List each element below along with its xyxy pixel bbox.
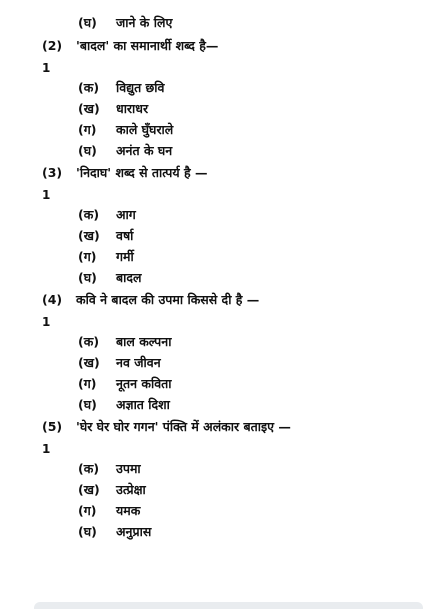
option-label: (घ) (78, 524, 97, 539)
question-number: (4) (42, 292, 63, 307)
option-row (78, 228, 133, 244)
option-label: (ख) (78, 355, 100, 370)
question-text: 'बादल' का समानार्थी शब्द है— (76, 38, 219, 53)
option-label: (घ) (78, 143, 97, 158)
marks: 1 (42, 61, 51, 75)
question-text: कवि ने बादल की उपमा किससे दी है — (76, 292, 260, 307)
marks: 1 (42, 315, 51, 329)
option-text: नव जीवन (116, 355, 161, 370)
option-row (78, 101, 148, 117)
option-text: उपमा (116, 461, 141, 476)
option-text: अनुप्रास (116, 524, 152, 539)
question-row (42, 419, 291, 435)
option-text: उत्प्रेक्षा (116, 482, 146, 497)
question-row (42, 38, 218, 54)
option-row (78, 376, 172, 392)
option-row (78, 249, 134, 265)
option-row (78, 355, 161, 371)
option-label: (ग) (78, 122, 97, 137)
option-label: (घ) (78, 15, 97, 30)
question-number: (5) (42, 419, 63, 434)
option-text: गर्मी (116, 249, 134, 264)
option-row (78, 503, 140, 519)
option-text: अनंत के घन (116, 143, 173, 158)
option-row (78, 270, 142, 286)
option-row (78, 15, 172, 31)
question-number: (3) (42, 165, 63, 180)
option-text: अज्ञात दिशा (116, 397, 170, 412)
option-row (78, 80, 165, 96)
option-label: (क) (78, 207, 100, 222)
question-row (42, 292, 259, 308)
option-row (78, 482, 146, 498)
option-row (78, 207, 136, 223)
option-row (78, 122, 173, 138)
question-text: 'निदाघ' शब्द से तात्पर्य है — (76, 165, 208, 180)
option-label: (ग) (78, 376, 97, 391)
option-label: (क) (78, 80, 100, 95)
option-label: (घ) (78, 270, 97, 285)
option-text: काले घुँघराले (116, 122, 174, 137)
option-label: (क) (78, 461, 100, 476)
option-text: जाने के लिए (116, 15, 173, 30)
option-row (78, 143, 172, 159)
option-row (78, 397, 170, 413)
option-row (78, 461, 141, 477)
bottom-panel-edge (34, 602, 423, 609)
option-text: वर्षा (116, 228, 134, 243)
option-text: यमक (116, 503, 141, 518)
option-text: धाराधर (116, 101, 149, 116)
question-row (42, 165, 207, 181)
option-label: (ख) (78, 101, 100, 116)
question-number: (2) (42, 38, 63, 53)
option-label: (क) (78, 334, 100, 349)
option-label: (ख) (78, 482, 100, 497)
option-label: (घ) (78, 397, 97, 412)
marks: 1 (42, 188, 51, 202)
option-text: बादल (116, 270, 142, 285)
marks: 1 (42, 442, 51, 456)
option-row (78, 524, 151, 540)
option-text: आग (116, 207, 136, 222)
option-label: (ग) (78, 249, 97, 264)
option-label: (ग) (78, 503, 97, 518)
option-text: बाल कल्पना (116, 334, 172, 349)
option-text: विद्युत छवि (116, 80, 165, 95)
question-text: 'घेर घेर घोर गगन' पंक्ति में अलंकार बताइए — (76, 419, 291, 434)
option-text: नूतन कविता (116, 376, 172, 391)
option-label: (ख) (78, 228, 100, 243)
option-row (78, 334, 171, 350)
